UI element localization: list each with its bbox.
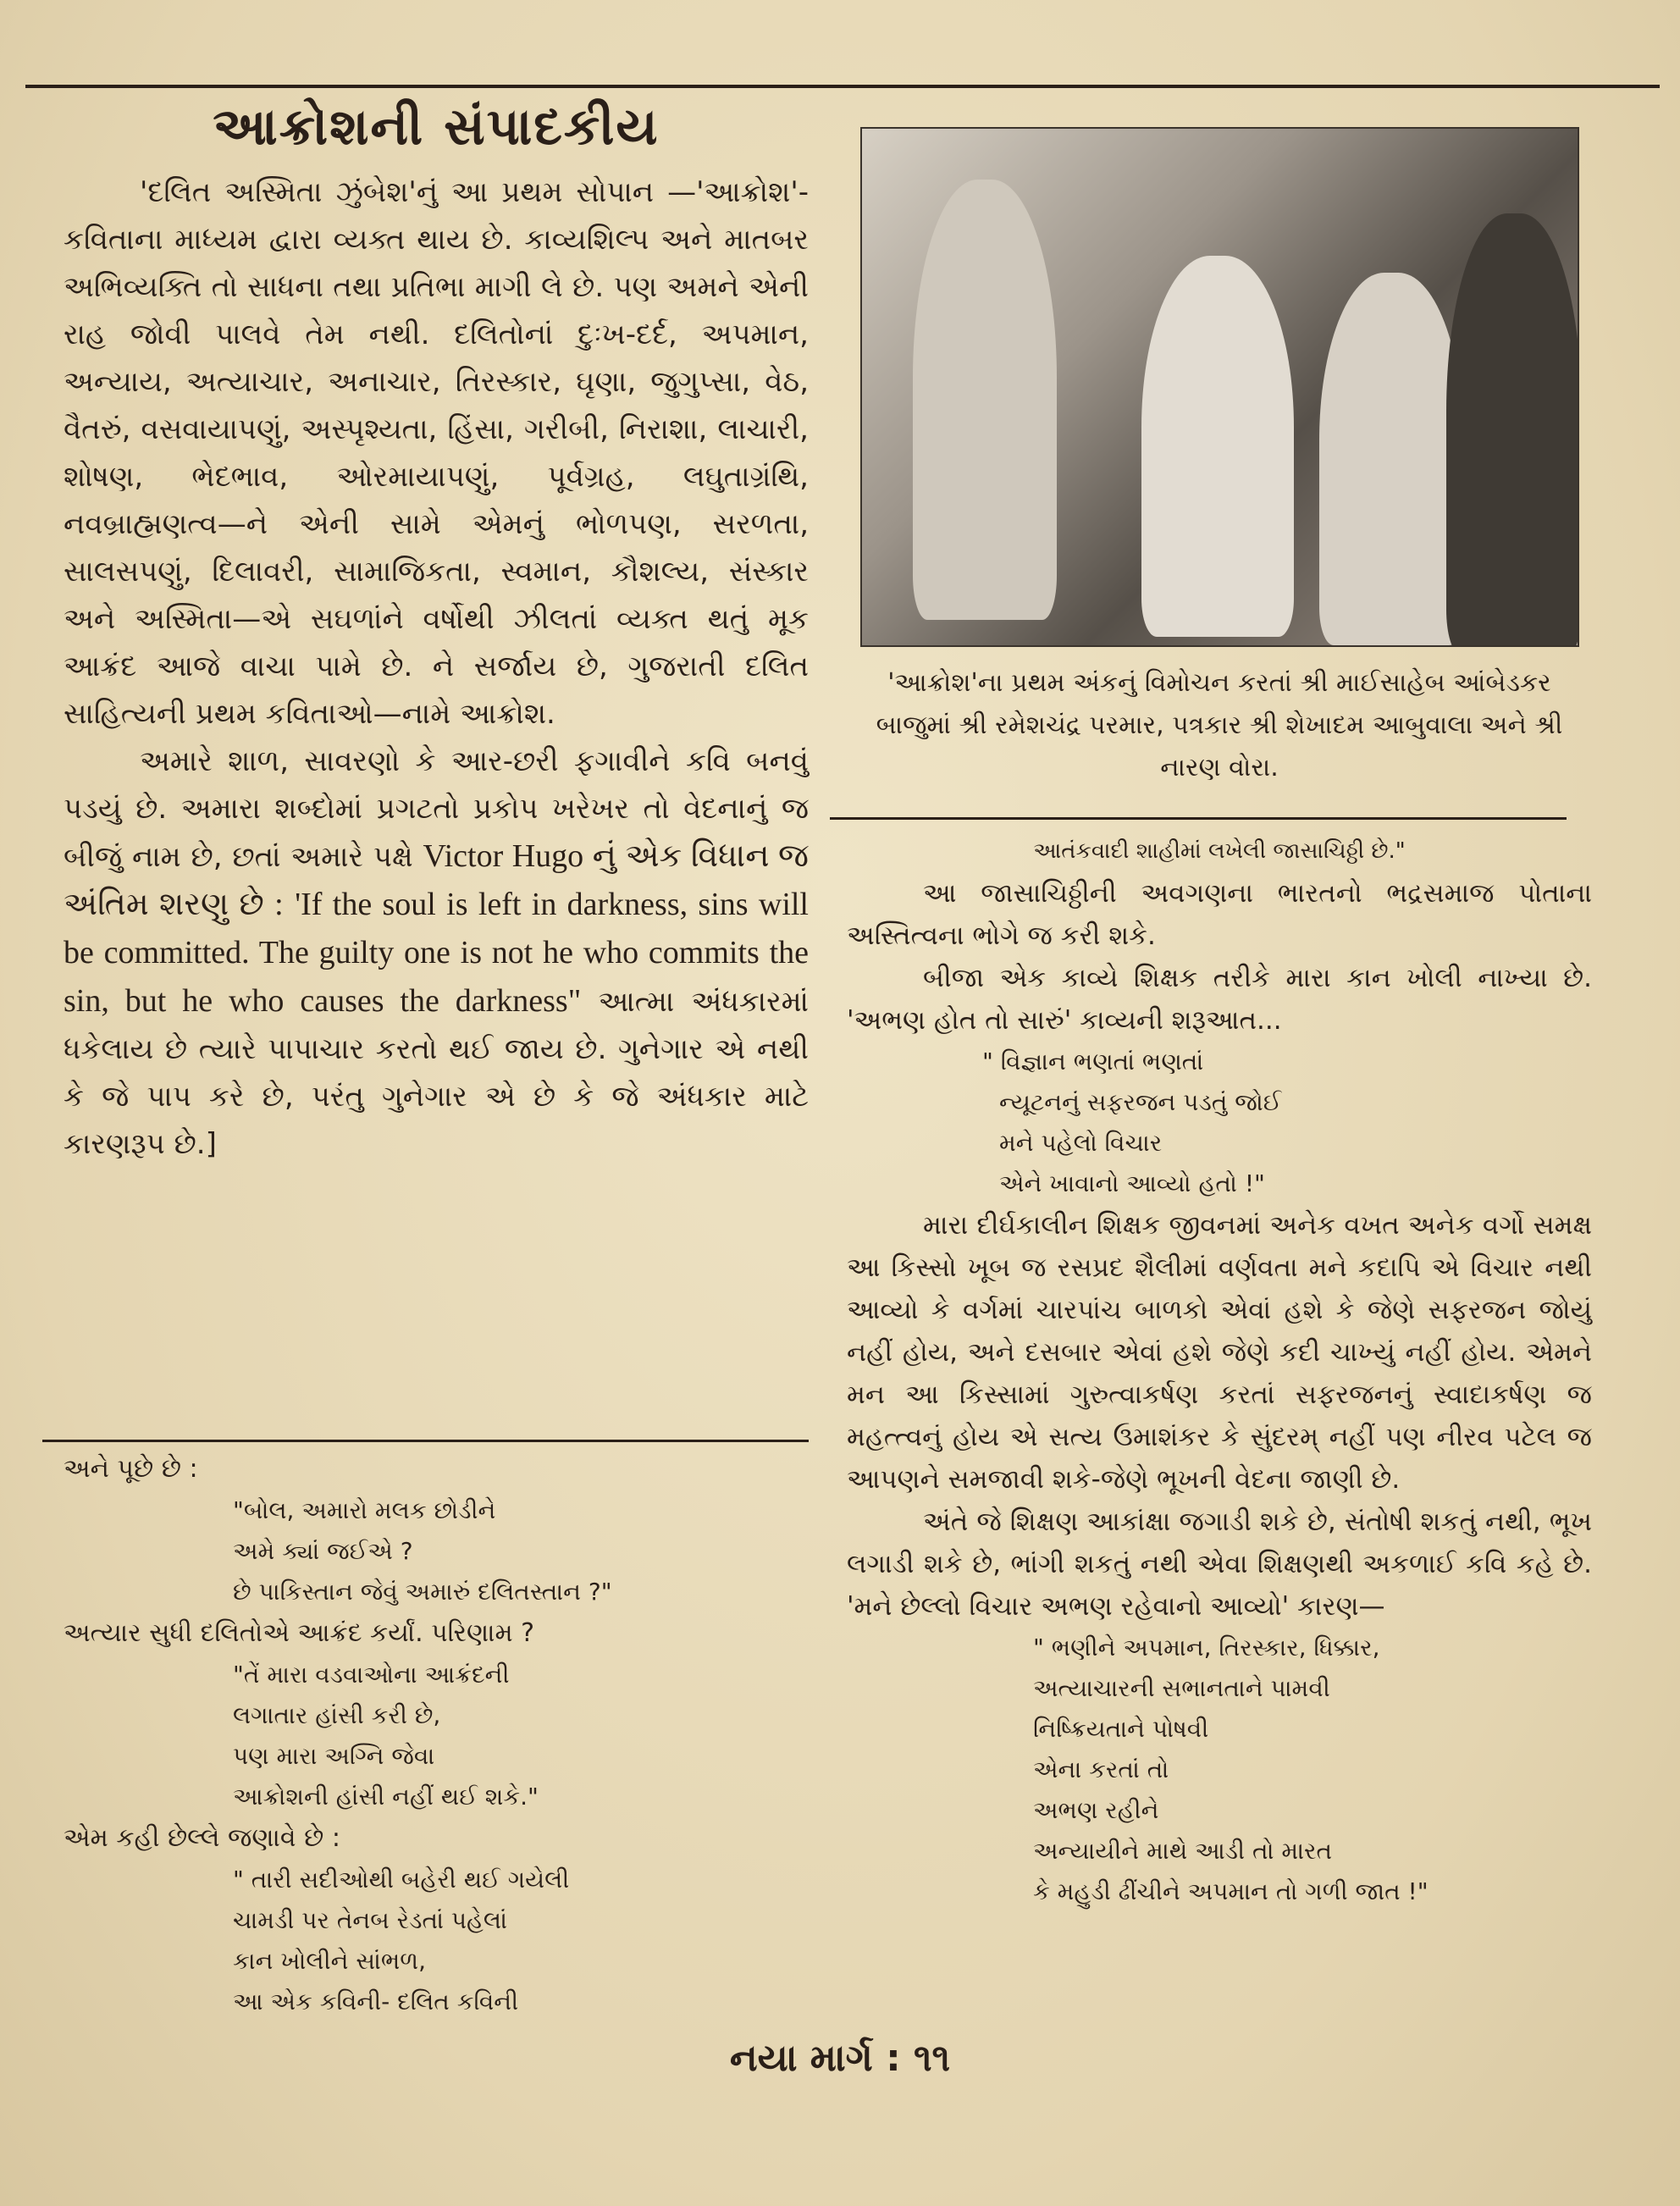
verse-line: ચામડી પર તેનબ રેડતાં પહેલાં — [233, 1906, 507, 1934]
verse-line: છે પાકિસ્તાન જેવું અમારું દલિતસ્તાન ?" — [233, 1578, 612, 1606]
right-divider — [830, 817, 1567, 820]
top-divider — [25, 85, 1660, 88]
poem-intro-2: અત્યાર સુધી દલિતોએ આક્રંદ કર્યાં. પરિણામ ? — [64, 1618, 535, 1648]
photo-figure — [1319, 273, 1463, 645]
verse-line: અમે ક્યાં જઈએ ? — [233, 1537, 413, 1565]
editorial-column — [64, 97, 809, 1168]
verse-line: "તેં મારા વડવાઓના આક્રંદની — [233, 1661, 510, 1689]
verse-line: અત્યાચારની સભાનતાને પામવી — [1033, 1674, 1330, 1702]
verse-line: અભણ રહીને — [1033, 1796, 1159, 1824]
poem-intro-3: એમ કહી છેલ્લે જણાવે છે : — [64, 1823, 340, 1853]
verse-line: "બોલ, અમારો મલક છોડીને — [233, 1496, 496, 1524]
verse-line: મને પહેલો વિચાર — [999, 1129, 1163, 1157]
right-column-text — [847, 830, 1592, 1912]
editorial-paragraph-2 — [64, 738, 809, 1168]
hugo-quote: 'If the soul is left in darkness, sins will be committed. The guilty one is not he who commits the sin, but he who causes the darkness" — [64, 887, 809, 1019]
verse-line: નિષ્ક્રિયતાને પોષવી — [1033, 1715, 1209, 1743]
verse-line: આ એક કવિની- દલિત કવિની — [233, 1988, 519, 2015]
editorial-paragraph-2-text: અમારે શાળ, સાવરણો કે આર-છરી ફગાવીને કવિ બનવું પડયું છે. અમારા શબ્દોમાં પ્રગટતો પ્રકોપ ખરેખર તો વેદનાનું જ બીજું નામ છે, છતાં અમારે પક્ષે — [64, 744, 809, 874]
verse-line: આક્રોશની હાંસી નહીં થઈ શકે." — [233, 1783, 539, 1811]
quote-end-line: આતંકવાદી શાહીમાં લખેલી જાસાચિઠ્ઠી છે." — [1033, 838, 1406, 864]
right-paragraph-1: આ જાસાચિઠ્ઠીની અવગણના ભારતનો ભદ્રસમાજ પોતાના અસ્તિત્વના ભોગે જ કરી શકે. — [847, 878, 1592, 951]
verse-line: કાન ખોલીને સાંભળ, — [233, 1947, 427, 1975]
right-paragraph-2: બીજા એક કાવ્યે શિક્ષક તરીકે મારા કાન ખોલી નાખ્યા છે. 'અભણ હોત તો સારું' કાવ્યની શરૂઆત... — [847, 963, 1592, 1036]
right-paragraph-4: અંતે જે શિક્ષણ આકાંક્ષા જગાડી શકે છે, સંતોષી શકતું નથી, ભૂખ લગાડી શકે છે, ભાંગી શકતું નથી એવા શિક્ષણથી અકળાઈ કવિ કહે છે. 'મને છેલ્લો વિચાર અભણ રહેવાનો આવ્યો' કારણ— — [847, 1507, 1592, 1622]
verse-line: લગાતાર હાંસી કરી છે, — [233, 1701, 441, 1729]
verse-line: " ભણીને અપમાન, તિરસ્કાર, ધિક્કાર, — [1033, 1634, 1380, 1661]
hugo-intro: Victor Hugo નું એક વિધાન જ અંતિમ શરણુ છે : — [64, 838, 809, 922]
photo-caption: 'આક્રોશ'ના પ્રથમ અંકનું વિમોચન કરતાં શ્રી માઈસાહેબ આંબેડકર બાજુમાં શ્રી રમેશચંદ્ર પરમાર, પત્રકાર શ્રી શેખાદમ આબુવાલા અને શ્રી નારણ વોરા. — [876, 668, 1563, 782]
verse-line: " તારી સદીઓથી બહેરી થઈ ગયેલી — [233, 1866, 570, 1894]
verse-line: ન્યૂટનનું સફરજન પડતું જોઈ — [999, 1088, 1282, 1116]
verse-line: એના કરતાં તો — [1033, 1755, 1169, 1783]
verse-line: " વિજ્ઞાન ભણતાં ભણતાં — [982, 1048, 1204, 1075]
verse-line: પણ મારા અગ્નિ જેવા — [233, 1742, 435, 1770]
photo-figure — [913, 180, 1057, 620]
page-footer: નયા માર્ગ : ૧૧ — [729, 2037, 951, 2080]
photo-figure — [1446, 213, 1579, 647]
photo-figure — [1141, 256, 1294, 637]
hugo-translation: આત્મા અંધકારમાં ધકેલાય છે ત્યારે પાપાચાર કરતો થઈ જાય છે. ગુનેગાર એ નથી કે જે પાપ કરે છે, પરંતુ ગુનેગાર એ છે કે જે અંધકાર માટે કારણરૂપ છે.] — [64, 985, 809, 1161]
page-title: આક્રોશની સંપાદકીય — [213, 97, 660, 157]
photo-column — [847, 110, 1592, 789]
poem-intro-1: અને પૂછે છે : — [64, 1454, 198, 1484]
editorial-paragraph-1: 'દલિત અસ્મિતા ઝુંબેશ'નું આ પ્રથમ સોપાન —'આક્રોશ'-કવિતાના માધ્યમ દ્વારા વ્યક્ત થાય છે. કાવ્યશિલ્પ અને માતબર અભિવ્યક્તિ તો સાધના તથા પ્રતિભા માગી લે છે. પણ અમને એની રાહ જોવી પાલવે તેમ નથી. દલિતોનાં દુઃખ-દર્દ, અપમાન, અન્યાય, અત્યાચાર, અનાચાર, તિરસ્કાર, ઘૃણા, જુગુપ્સા, વેઠ, વૈતરું, વસવાયાપણું, અસ્પૃશ્યતા, હિંસા, ગરીબી, નિરાશા, લાચારી, શોષણ, ભેદભાવ, ઓરમાયાપણું, પૂર્વગ્રહ, લઘુતાગ્રંથિ, નવબ્રાહ્મણત્વ—ને એની સામે એમનું ભોળપણ, સરળતા, સાલસપણું, દિલાવરી, સામાજિકતા, સ્વમાન, કૌશલ્ય, સંસ્કાર અને અસ્મિતા—એ સઘળાંને વર્ષોથી ઝીલતાં વ્યક્ત થતું મૂક આક્રંદ આજે વાચા પામે છે. ને સર્જાય છે, ગુજરાતી દલિત સાહિત્યની પ્રથમ કવિતાઓ—નામે આક્રોશ. — [64, 175, 809, 731]
right-paragraph-3: મારા દીર્ઘકાલીન શિક્ષક જીવનમાં અનેક વખત અનેક વર્ગો સમક્ષ આ કિસ્સો ખૂબ જ રસપ્રદ શૈલીમાં વર્ણવતા મને કદાપિ એ વિચાર નથી આવ્યો કે વર્ગમાં ચારપાંચ બાળકો એવાં હશે કે જેણે સફરજન જોયું નહીં હોય, અને દસબાર એવાં હશે જેણે કદી ચાખ્યું નહીં હોય. એમને મન આ કિસ્સામાં ગુરુત્વાકર્ષણ કરતાં સફરજનનું સ્વાદાકર્ષણ જ મહત્ત્વનું હોય એ સત્ય ઉમાશંકર કે સુંદરમ્ નહીં પણ નીરવ પટેલ જ આપણને સમજાવી શકે-જેણે ભૂખની વેદના જાણી છે. — [847, 1210, 1592, 1495]
left-divider — [42, 1440, 809, 1442]
event-photo — [860, 127, 1579, 647]
poems-left — [64, 1448, 809, 2022]
verse-line: એને ખાવાનો આવ્યો હતો !" — [999, 1169, 1265, 1197]
verse-line: અન્યાયીને માથે આડી તો મારત — [1033, 1837, 1333, 1865]
verse-line: કે મહુડી ઢીંચીને અપમાન તો ગળી જાત !" — [1033, 1877, 1429, 1905]
